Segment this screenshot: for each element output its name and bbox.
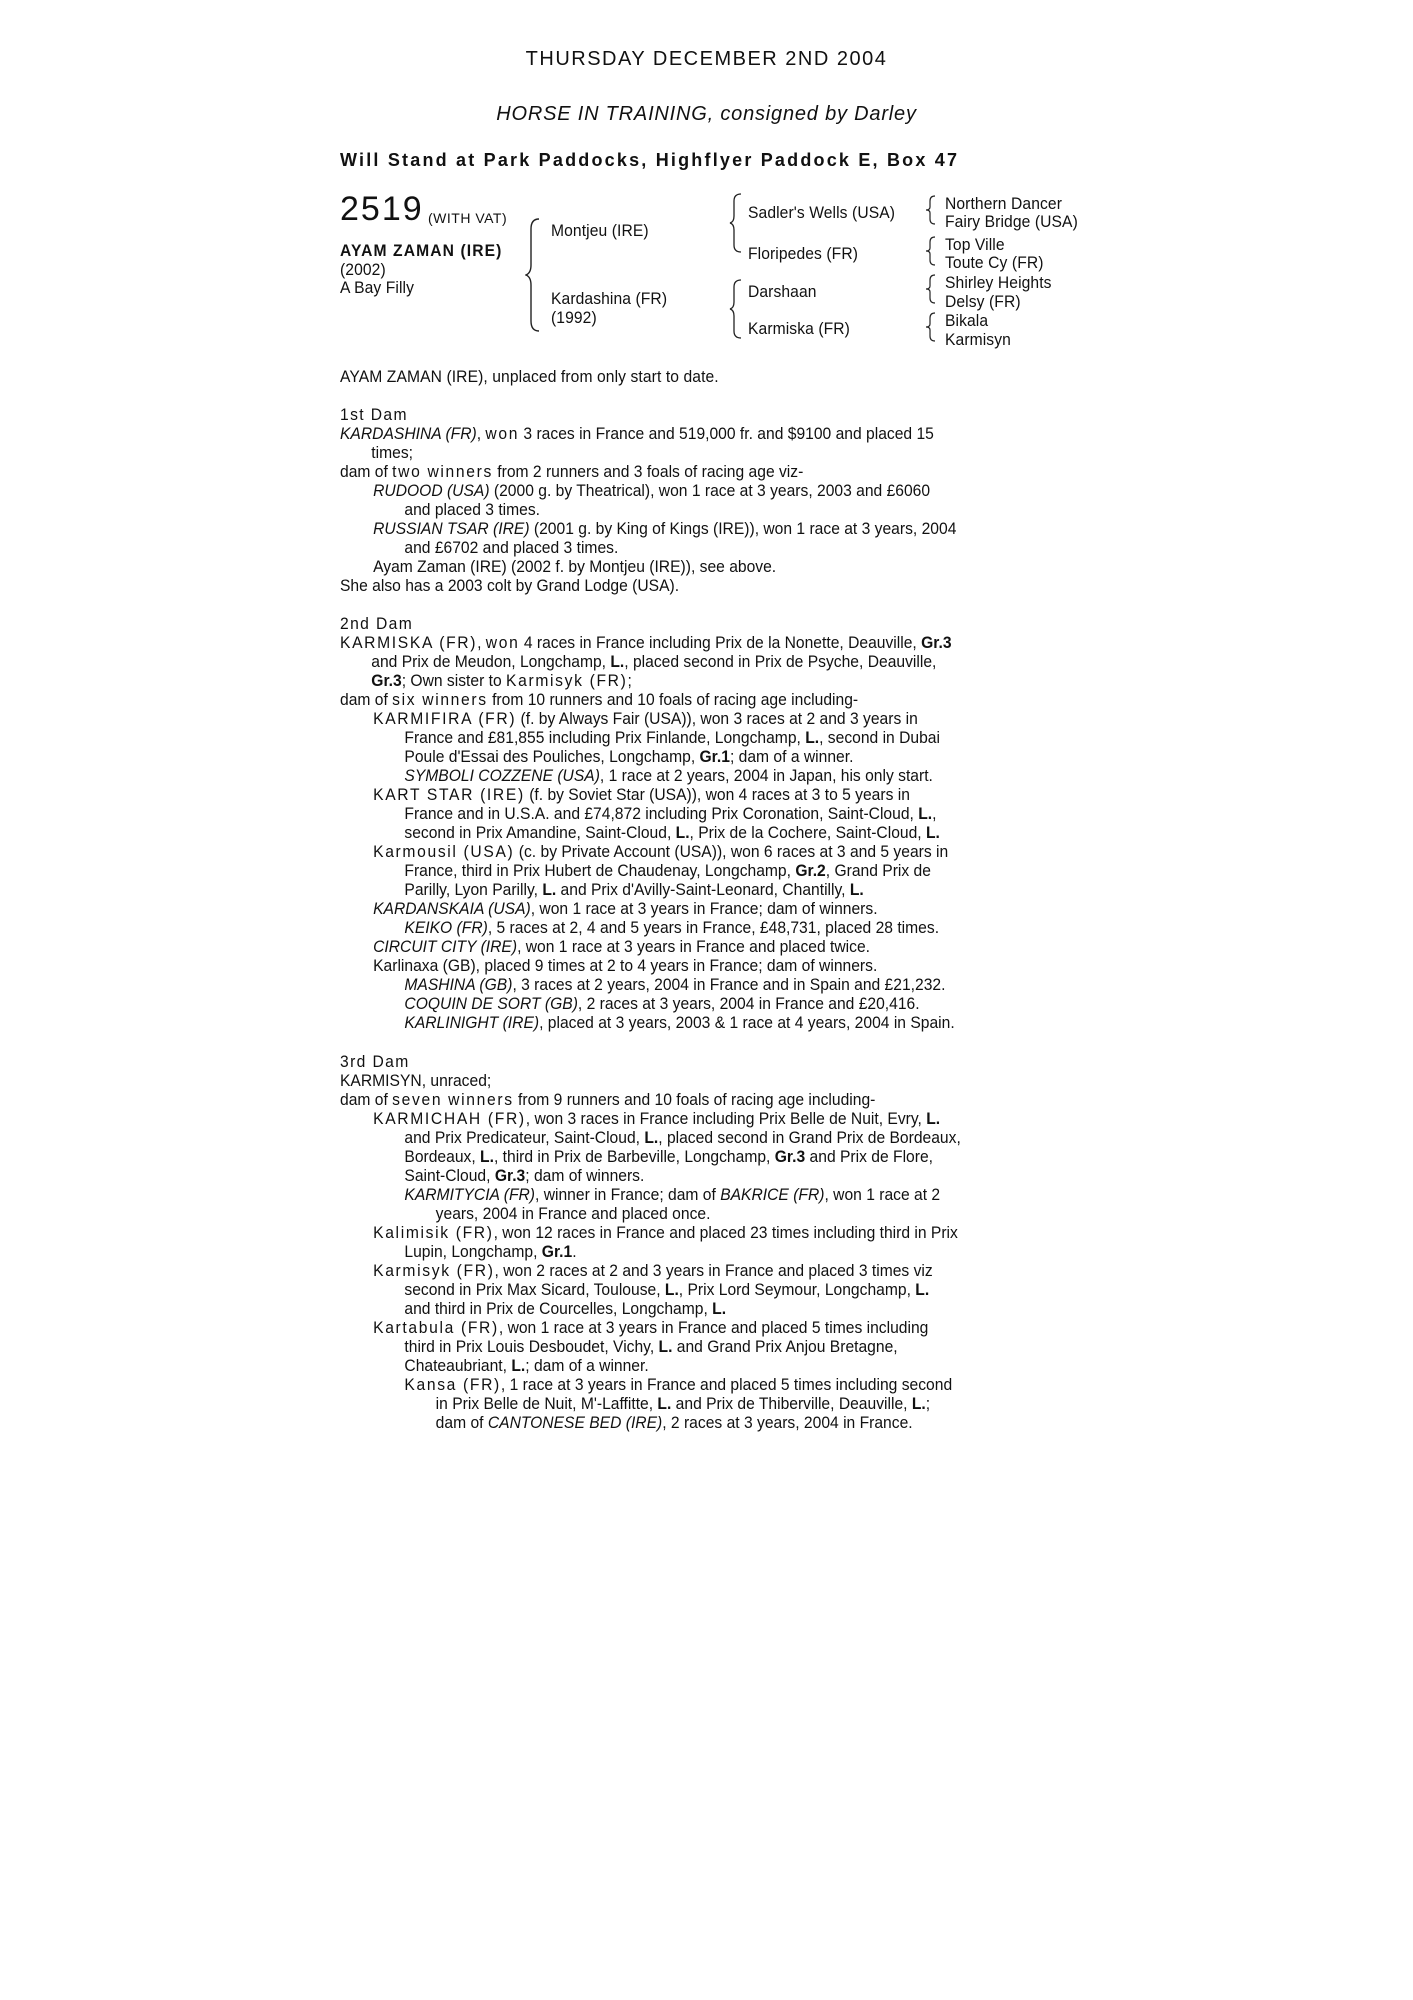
text-span: RUDOOD (USA)	[373, 481, 490, 500]
text-span: six winners	[392, 690, 488, 709]
text-span: ;	[925, 1394, 931, 1413]
text-span: Kansa (FR)	[404, 1375, 501, 1394]
pedigree-line	[340, 1204, 1021, 1223]
text-span: France and in U.S.A. and £74,872 including Prix Coronation, Saint-Cloud,	[404, 804, 919, 823]
text-span: Parilly, Lyon Parilly,	[404, 880, 543, 899]
first-dam-section	[340, 405, 1080, 595]
text-span: ;	[627, 671, 632, 690]
section-heading: 2nd Dam	[340, 614, 414, 633]
pedigree-brace-ds	[925, 273, 937, 305]
text-span: and third in Prix de Courcelles, Longchamp,	[404, 1299, 713, 1318]
text-span: dam of	[340, 1090, 393, 1109]
text-span: , second in Dubai	[819, 728, 940, 747]
pedigree-ds-sire: Shirley Heights	[945, 273, 1052, 292]
text-span: France and £81,855 including Prix Finlande, Longchamp,	[404, 728, 806, 747]
pedigree-line	[340, 994, 1021, 1013]
text-span: Gr.3	[494, 1166, 526, 1185]
pedigree-line	[340, 1128, 1021, 1147]
text-span: Kartabula (FR)	[373, 1318, 499, 1337]
text-span: and Prix de Thiberville, Deauville,	[671, 1394, 912, 1413]
pedigree-ss-dam: Fairy Bridge (USA)	[945, 212, 1078, 231]
text-span: 3 races in France and 519,000 fr. and $9100 and placed 15	[519, 424, 934, 443]
pedigree-brace-sd	[925, 235, 937, 267]
pedigree-line	[340, 804, 1021, 823]
text-span: Karmisyk (FR)	[506, 671, 628, 690]
pedigree-line	[340, 462, 1021, 481]
text-span: MASHINA (GB)	[404, 975, 513, 994]
text-span: ,	[477, 633, 486, 652]
text-span: L.	[675, 823, 690, 842]
pedigree-line	[340, 1109, 1021, 1128]
text-span: L.	[925, 823, 940, 842]
pedigree-line	[340, 937, 1021, 956]
text-span: L.	[542, 880, 557, 899]
pedigree-line	[340, 481, 1021, 500]
text-span: and Prix de Meudon, Longchamp,	[371, 652, 611, 671]
text-span: , 5 races at 2, 4 and 5 years in France, £48,731, placed 28 times.	[487, 918, 940, 937]
pedigree-line	[340, 861, 1021, 880]
text-span: KARLINIGHT (IRE)	[404, 1013, 540, 1032]
text-span: Gr.1	[699, 747, 730, 766]
text-span: L.	[610, 652, 625, 671]
pedigree-line	[340, 1261, 1021, 1280]
pedigree-sire-sire: Sadler's Wells (USA)	[748, 203, 896, 222]
pedigree-line	[340, 1223, 1021, 1242]
horse-description: A Bay Filly	[340, 278, 415, 297]
pedigree-line	[340, 1299, 1021, 1318]
stand-location: Will Stand at Park Paddocks, Highflyer Paddock E, Box 47	[340, 150, 960, 170]
pedigree-sire: Montjeu (IRE)	[551, 221, 649, 240]
pedigree-dam-sire: Darshaan	[748, 282, 817, 301]
text-span: from 2 runners and 3 foals of racing age viz-	[492, 462, 804, 481]
text-span: ; dam of winners.	[525, 1166, 645, 1185]
text-span: KARDANSKAIA (USA)	[373, 899, 531, 918]
text-span: 4 races in France including Prix de la Nonette, Deauville,	[519, 633, 922, 652]
text-span: Saint-Cloud,	[404, 1166, 495, 1185]
pedigree-line	[340, 1166, 1021, 1185]
text-span: ; dam of a winner.	[729, 747, 854, 766]
text-span: KARMICHAH (FR)	[373, 1109, 526, 1128]
pedigree-dd-dam: Karmisyn	[945, 330, 1011, 349]
text-span: Kalimisik (FR)	[373, 1223, 494, 1242]
text-span: , Grand Prix de	[825, 861, 931, 880]
pedigree-line	[340, 633, 1021, 652]
text-span: Poule d'Essai des Pouliches, Longchamp,	[404, 747, 700, 766]
text-span: Gr.2	[795, 861, 826, 880]
text-span: second in Prix Max Sicard, Toulouse,	[404, 1280, 665, 1299]
text-span: (f. by Always Fair (USA)), won 3 races at 2 and 3 years in	[516, 709, 918, 728]
text-span: Gr.1	[541, 1242, 573, 1261]
text-span: , Prix de la Cochere, Saint-Cloud,	[689, 823, 926, 842]
pedigree-line	[340, 709, 1021, 728]
pedigree-line	[340, 1013, 1021, 1032]
text-span: (2000 g. by Theatrical), won 1 race at 3 years, 2003 and £6060	[489, 481, 931, 500]
text-span: , 3 races at 2 years, 2004 in France and in Spain and £21,232.	[512, 975, 946, 994]
text-span: times;	[371, 443, 413, 462]
race-record-summary: AYAM ZAMAN (IRE), unplaced from only start to date.	[340, 367, 719, 386]
text-span: L.	[805, 728, 820, 747]
pedigree-dam-year: (1992)	[551, 308, 597, 327]
text-span: Chateaubriant,	[404, 1356, 512, 1375]
text-span: and Grand Prix Anjou Bretagne,	[672, 1337, 898, 1356]
text-span: , placed second in Prix de Psyche, Deauville,	[624, 652, 937, 671]
text-span: Gr.3	[921, 633, 952, 652]
pedigree-line	[340, 766, 1021, 785]
text-span: L.	[658, 1337, 673, 1356]
pedigree-line	[340, 1147, 1021, 1166]
pedigree-line	[340, 576, 1021, 595]
text-span: years, 2004 in France and placed once.	[435, 1204, 711, 1223]
text-span: RUSSIAN TSAR (IRE)	[373, 519, 530, 538]
text-span: BAKRICE (FR)	[720, 1185, 825, 1204]
second-dam-section	[340, 614, 1080, 1032]
pedigree-line	[340, 671, 1021, 690]
text-span: dam of	[340, 690, 393, 709]
vat-note: (WITH VAT)	[428, 210, 508, 226]
sale-date: THURSDAY DECEMBER 2ND 2004	[525, 48, 888, 70]
text-span: L.	[480, 1147, 494, 1166]
text-span: L.	[918, 804, 933, 823]
text-span: , placed at 3 years, 2003 & 1 race at 4 years, 2004 in Spain.	[539, 1013, 955, 1032]
text-span: , won 1 race at 3 years in France and placed 5 times including	[498, 1318, 929, 1337]
text-span: , 1 race at 3 years in France and placed 5 times including second	[500, 1375, 953, 1394]
text-span: and Prix Predicateur, Saint-Cloud,	[404, 1128, 645, 1147]
text-span: ; Own sister to	[401, 671, 507, 690]
pedigree-line	[340, 1394, 1021, 1413]
text-span: L.	[915, 1280, 930, 1299]
horse-year: (2002)	[340, 260, 386, 279]
text-span: and Prix de Flore,	[805, 1147, 933, 1166]
pedigree-brace-main	[525, 215, 545, 335]
text-span: from 9 runners and 10 foals of racing age including-	[513, 1090, 876, 1109]
text-span: ,	[932, 804, 937, 823]
text-span: Gr.3	[371, 671, 402, 690]
text-span: and placed 3 times.	[404, 500, 541, 519]
pedigree-brace-sire	[729, 192, 743, 254]
text-span: Gr.3	[774, 1147, 806, 1166]
text-span: dam of	[435, 1413, 488, 1432]
text-span: (c. by Private Account (USA)), won 6 races at 3 and 5 years in	[514, 842, 949, 861]
pedigree-sd-sire: Top Ville	[945, 235, 1005, 254]
pedigree-sire-dam: Floripedes (FR)	[748, 244, 859, 263]
text-span: seven winners	[392, 1090, 514, 1109]
text-span: Lupin, Longchamp,	[404, 1242, 542, 1261]
text-span: L.	[644, 1128, 659, 1147]
pedigree-line	[340, 1185, 1021, 1204]
text-span: , 2 races at 3 years, 2004 in France and £20,416.	[577, 994, 920, 1013]
lot-number: 2519	[340, 190, 424, 228]
text-span: She also has a 2003 colt by Grand Lodge (USA).	[340, 576, 680, 595]
pedigree-dd-sire: Bikala	[945, 311, 989, 330]
text-span: , won 1 race at 3 years in France; dam of winners.	[530, 899, 878, 918]
text-span: L.	[926, 1109, 941, 1128]
pedigree-line	[340, 443, 1021, 462]
pedigree-brace-dam	[729, 278, 743, 340]
text-span: L.	[657, 1394, 672, 1413]
pedigree-line	[340, 975, 1021, 994]
pedigree-line	[340, 1337, 1021, 1356]
pedigree-brace-dd	[925, 311, 937, 343]
text-span: CANTONESE BED (IRE)	[487, 1413, 663, 1432]
text-span: and £6702 and placed 3 times.	[404, 538, 619, 557]
text-span: , third in Prix de Barbeville, Longchamp,	[493, 1147, 775, 1166]
text-span: third in Prix Louis Desboudet, Vichy,	[404, 1337, 659, 1356]
text-span: KARMIFIRA (FR)	[373, 709, 517, 728]
text-span: and Prix d'Avilly-Saint-Leonard, Chantilly,	[556, 880, 850, 899]
third-dam-lines	[340, 1071, 1080, 1432]
first-dam-lines	[340, 424, 1080, 595]
text-span: KARMISKA (FR)	[340, 633, 478, 652]
text-span: , 2 races at 3 years, 2004 in France.	[662, 1413, 913, 1432]
text-span: in Prix Belle de Nuit, M'-Laffitte,	[435, 1394, 658, 1413]
pedigree-ss-sire: Northern Dancer	[945, 194, 1062, 213]
text-span: KARMISYN, unraced;	[340, 1071, 492, 1090]
third-dam-section	[340, 1052, 1080, 1432]
pedigree-line	[340, 519, 1021, 538]
text-span: , won 12 races in France and placed 23 times including third in Prix	[493, 1223, 958, 1242]
text-span: dam of	[340, 462, 393, 481]
text-span: KARDASHINA (FR)	[340, 424, 477, 443]
pedigree-line	[340, 880, 1021, 899]
text-span: , won 2 races at 2 and 3 years in France and placed 3 times viz	[494, 1261, 933, 1280]
pedigree-dam-dam: Karmiska (FR)	[748, 319, 850, 338]
text-span: , won 1 race at 3 years in France and placed twice.	[517, 937, 871, 956]
text-span: ,	[476, 424, 486, 443]
pedigree-line	[340, 424, 1021, 443]
text-span: L.	[849, 880, 864, 899]
text-span: two winners	[392, 462, 493, 481]
pedigree-line	[340, 842, 1021, 861]
text-span: .	[572, 1242, 577, 1261]
pedigree-line	[340, 1356, 1021, 1375]
pedigree-line	[340, 956, 1021, 975]
text-span: SYMBOLI COZZENE (USA)	[404, 766, 600, 785]
pedigree-brace-ss	[925, 194, 937, 226]
text-span: from 10 runners and 10 foals of racing age including-	[487, 690, 859, 709]
text-span: , 1 race at 2 years, 2004 in Japan, his only start.	[599, 766, 933, 785]
pedigree-line	[340, 823, 1021, 842]
pedigree-line	[340, 1071, 1021, 1090]
pedigree-line	[340, 1375, 1021, 1394]
pedigree-line	[340, 1242, 1021, 1261]
text-span: , Prix Lord Seymour, Longchamp,	[678, 1280, 916, 1299]
pedigree-line	[340, 500, 1021, 519]
text-span: KEIKO (FR)	[404, 918, 488, 937]
text-span: , won 1 race at 2	[824, 1185, 941, 1204]
text-span: France, third in Prix Hubert de Chaudenay, Longchamp,	[404, 861, 796, 880]
text-span: , placed second in Grand Prix de Bordeaux,	[658, 1128, 961, 1147]
text-span: L.	[664, 1280, 679, 1299]
text-span: Bordeaux,	[404, 1147, 481, 1166]
pedigree-ds-dam: Delsy (FR)	[945, 292, 1021, 311]
pedigree-line	[340, 690, 1021, 709]
text-span: KART STAR (IRE)	[373, 785, 525, 804]
pedigree-line	[340, 785, 1021, 804]
pedigree-line	[340, 538, 1021, 557]
text-span: Karlinaxa (GB), placed 9 times at 2 to 4 years in France; dam of winners.	[373, 956, 878, 975]
text-span: ; dam of a winner.	[525, 1356, 649, 1375]
text-span: won	[485, 633, 520, 652]
text-span: , winner in France; dam of	[535, 1185, 721, 1204]
pedigree-sd-dam: Toute Cy (FR)	[945, 253, 1044, 272]
text-span: , won 3 races in France including Prix Belle de Nuit, Evry,	[525, 1109, 927, 1128]
section-heading: 1st Dam	[340, 405, 408, 424]
pedigree-line	[340, 1318, 1021, 1337]
section-heading: 3rd Dam	[340, 1052, 410, 1071]
text-span: COQUIN DE SORT (GB)	[404, 994, 578, 1013]
horse-name: AYAM ZAMAN (IRE)	[340, 241, 503, 260]
consignment-line: HORSE IN TRAINING, consigned by Darley	[496, 103, 917, 125]
pedigree-line	[340, 652, 1021, 671]
text-span: Karmisyk (FR)	[373, 1261, 495, 1280]
text-span: L.	[712, 1299, 727, 1318]
pedigree-line	[340, 747, 1021, 766]
pedigree-line	[340, 918, 1021, 937]
pedigree-line	[340, 557, 1021, 576]
text-span: Ayam Zaman (IRE) (2002 f. by Montjeu (IRE)), see above.	[373, 557, 777, 576]
text-span: second in Prix Amandine, Saint-Cloud,	[404, 823, 676, 842]
text-span: L.	[911, 1394, 926, 1413]
text-span: CIRCUIT CITY (IRE)	[373, 937, 518, 956]
pedigree-line	[340, 728, 1021, 747]
text-span: KARMITYCIA (FR)	[404, 1185, 536, 1204]
pedigree-line	[340, 899, 1021, 918]
text-span: won	[485, 424, 520, 443]
pedigree-line	[340, 1413, 1021, 1432]
text-span: L.	[511, 1356, 526, 1375]
second-dam-lines	[340, 633, 1080, 1032]
text-span: Karmousil (USA)	[373, 842, 515, 861]
text-span: (2001 g. by King of Kings (IRE)), won 1 race at 3 years, 2004	[529, 519, 957, 538]
pedigree-dam: Kardashina (FR)	[551, 289, 668, 308]
pedigree-line	[340, 1090, 1021, 1109]
pedigree-line	[340, 1280, 1021, 1299]
text-span: (f. by Soviet Star (USA)), won 4 races at 3 to 5 years in	[524, 785, 910, 804]
